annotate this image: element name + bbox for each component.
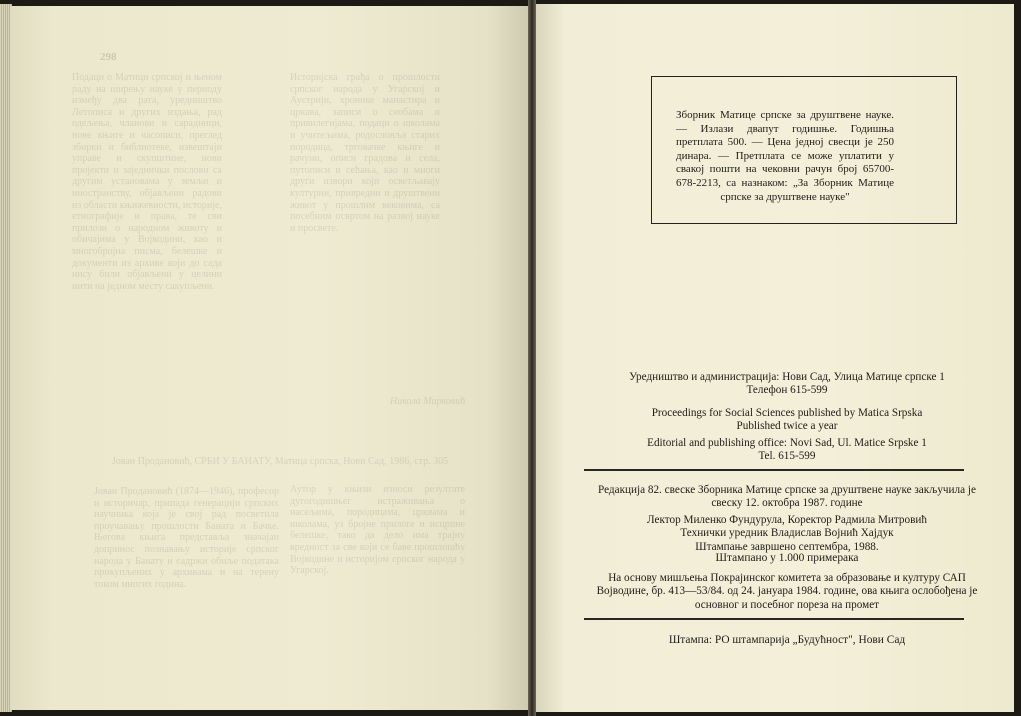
subscription-box <box>651 76 957 224</box>
editorial-office-sr <box>576 371 998 398</box>
editorial-address: Уредништво и администрација: Нови Сад, Улица Матице српске 1 <box>629 371 945 383</box>
divider-top <box>584 469 964 471</box>
bleed-through-heading: Јован Продановић, СРБИ У БАНАТУ, Матица српска, Нови Сад, 1986, стр. 305 <box>111 456 449 467</box>
printing-completed: Штампање завршено септембра, 1988. <box>695 540 879 553</box>
proceedings-en <box>576 407 998 434</box>
proceedings-frequency: Published twice a year <box>736 420 838 433</box>
printer-credit: Штампа: РО штампарија „Будућност", Нови Сад <box>668 634 906 646</box>
lector-corrector: Лектор Миленко Фундурула, Коректор Радмила Митровић <box>647 514 927 526</box>
book-gutter <box>528 0 536 716</box>
print-run: Штампано у 1.000 примерака <box>715 552 859 564</box>
divider-bottom <box>584 618 964 620</box>
right-page <box>536 4 1014 712</box>
office-phone-en: Tel. 615-599 <box>758 450 816 463</box>
bleed-through-column-4: Аутор у књизи износи резултате дугогодишњег истраживања о насељима, породицама, црквама и школама, уз бројне прилоге и исцрпне белешке, тако да дело има трајну вредност за све који се баве прошлошћу Војводине и историјом српског народа у Угарској. <box>290 484 465 577</box>
office-address-en: Editorial and publishing office: Novi Sad, Ul. Matice Srpske 1 <box>647 437 927 449</box>
decision-line-3: основног и посебног пореза на промет <box>694 598 880 611</box>
decision-line-1: На основу мишљења Покрајинског комитета за образовање и културу САП <box>608 572 966 584</box>
decision-line-2: Војводине, бр. 413—53/84. од 24. јануара 1984. године, ова књига ослобођена је <box>596 585 978 598</box>
technical-editor: Технички уредник Владислав Војнић Хајдук <box>680 527 894 540</box>
redakcija-line-2: свеску 12. октобра 1987. године <box>711 497 863 510</box>
subscription-text: Зборник Матице српске за друштвене науке. — Излази двапут годишње. Годишња претплата 500. — Цена једној свесци је 250 динара. — Претплата се може уплатити у свакој пошти на чековни рачун број 65700-678-2213, са назнаком: „За Зборник Матице српске за друштвене науке" <box>676 109 894 203</box>
left-page <box>10 6 528 710</box>
bleed-through-column-3: Јован Продановић (1874—1946), професор и историчар, припада генерацији српских научника која је свој рад посветила проучавању прошлости Баната и Бачке. Његова књига представља значајан допринос познавању историје српског народа у Банату и садржи обиље података прикупљених у архивама и на терену током многих година. <box>94 486 279 590</box>
editorial-phone: Телефон 615-599 <box>746 384 828 397</box>
redakcija-line-1: Редакција 82. свеске Зборника Матице српске за друштвене науке закључила је <box>598 484 976 496</box>
bleed-through-column-1: Подаци о Матици српској и њеном раду на ширењу науке у периоду између два рата, уредништво Летописа и других издања, рад одељења, чланови и сарадници, нове књиге и часописи, преглед збирки и библиотеке, извештаји управе и скупштине, нови пројекти и заједнички послови са другим установама у земљи и иностранству, објављени радови из области књижевности, историје, етнографије и права, те сви прилози о народном животу и обичајима у Војводини, као и многобројна писма, белешке и документи из архиве који до сада нису били објављени у целини нити на једном месту сакупљени. <box>72 72 222 292</box>
redakcija-note <box>576 484 998 511</box>
page-number: 298 <box>100 51 117 63</box>
bleed-through-signature: Никола Мирковић <box>390 396 466 407</box>
staff-credits <box>576 514 998 554</box>
editorial-office-en <box>576 437 998 464</box>
bleed-through-column-2: Историјска грађа о прошлости српског народа у Угарској и Аустрији, хронике манастира и цркава, записи о сеобама и привилегијама, подаци о школама и учитељима, родословља старих породица, трговачке књиге и рачуни, описи градова и села, путописи и сећања, као и многи други извори који осветљавају културни, привредни и друштвени живот у прошлим вековима, са посебним освртом на развој науке и просвете. <box>290 72 440 234</box>
tax-exemption-note <box>576 572 998 612</box>
proceedings-title: Proceedings for Social Sciences published by Matica Srpska <box>651 407 923 419</box>
